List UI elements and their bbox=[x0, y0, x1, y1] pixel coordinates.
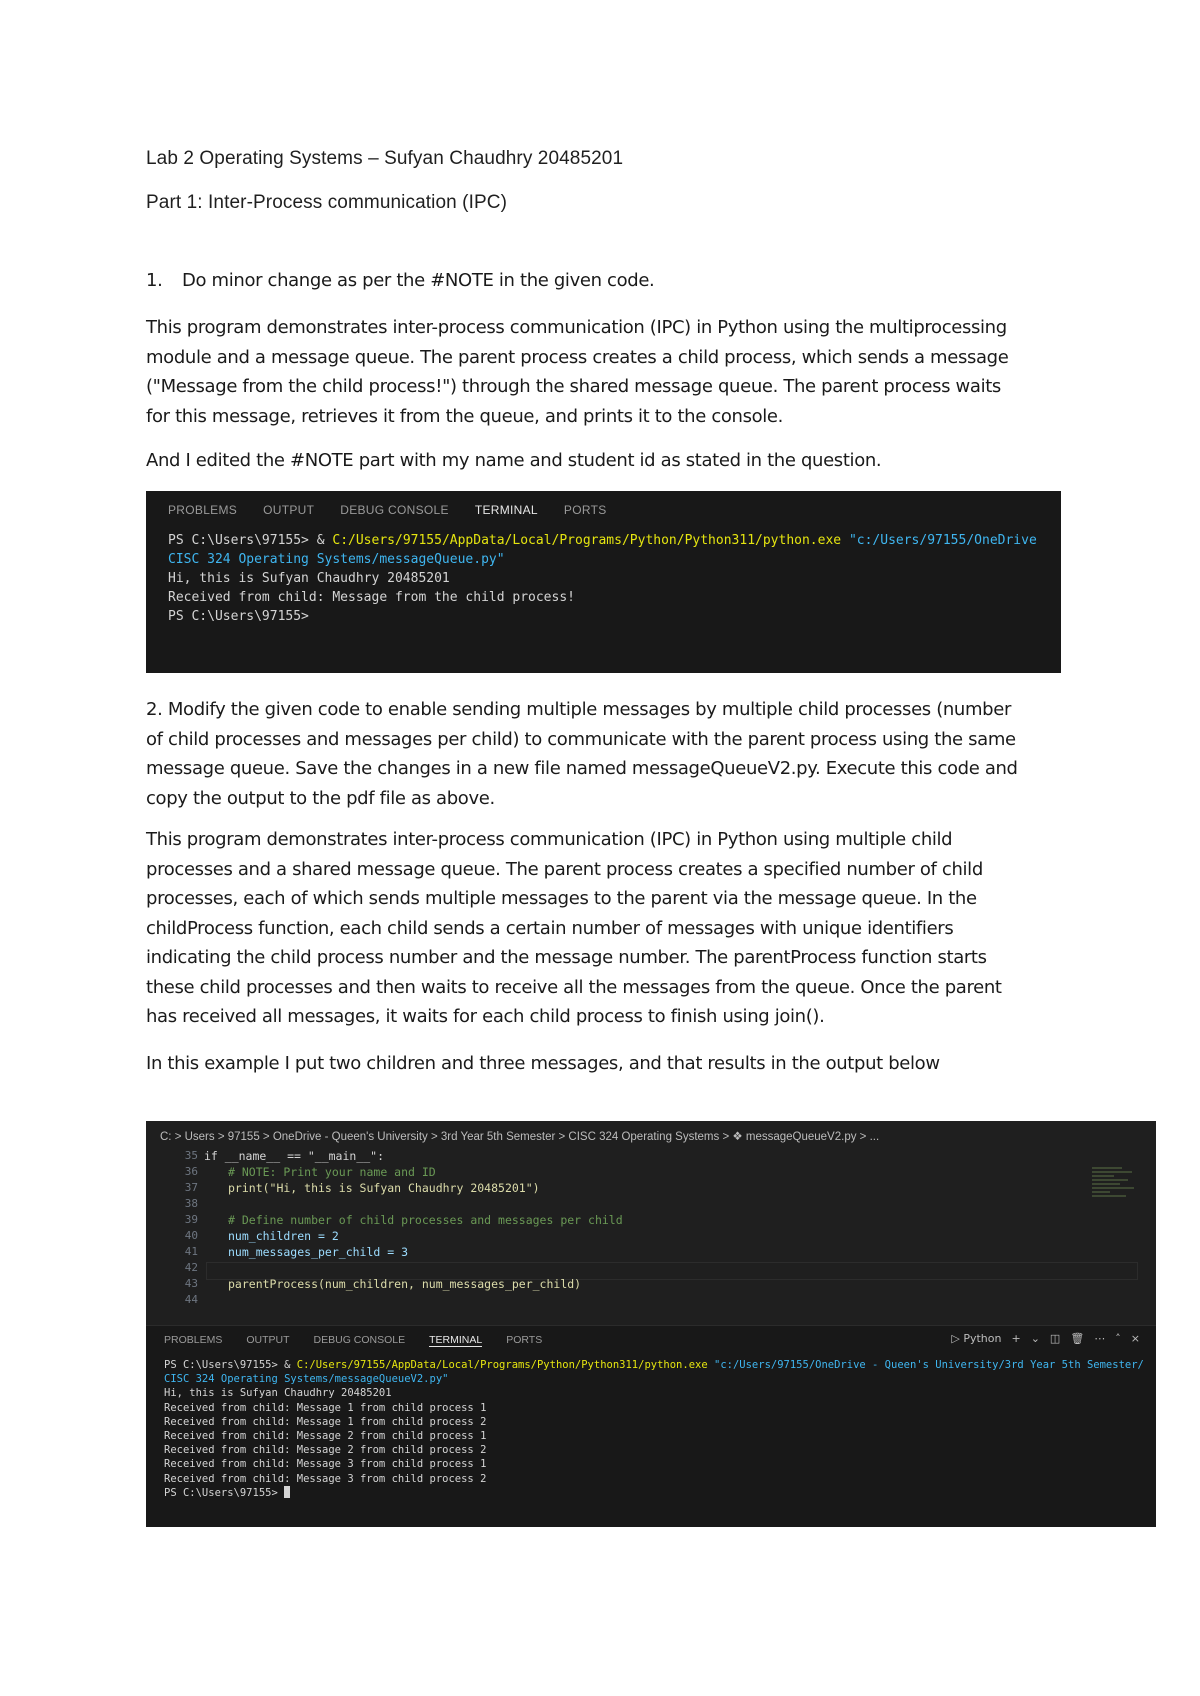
terminal-screenshot-1 bbox=[146, 491, 1061, 673]
question-1 bbox=[146, 270, 654, 291]
call-operator: & bbox=[284, 1359, 297, 1371]
trash-icon[interactable]: 🗑 bbox=[1070, 1332, 1085, 1345]
tab-problems[interactable]: PROBLEMS bbox=[164, 1334, 223, 1346]
line-number: 37 bbox=[184, 1181, 198, 1194]
close-icon[interactable]: × bbox=[1130, 1332, 1140, 1345]
prompt: PS C:\Users\97155> bbox=[168, 533, 317, 548]
part-heading: Part 1: Inter-Process communication (IPC) bbox=[146, 192, 507, 213]
code-line: parentProcess(num_children, num_messages_per_child) bbox=[228, 1277, 582, 1291]
output-line: Received from child: Message 3 from child process 1 bbox=[164, 1458, 487, 1471]
output-line: Received from child: Message 1 from child process 1 bbox=[164, 1401, 487, 1414]
minimap[interactable] bbox=[1092, 1167, 1138, 1227]
output-line: Received from child: Message 2 from child process 1 bbox=[164, 1430, 487, 1443]
line-number: 38 bbox=[184, 1197, 198, 1210]
line-number: 35 bbox=[184, 1149, 198, 1162]
output-line: Received from child: Message 2 from child process 2 bbox=[164, 1444, 487, 1457]
shell-label: Python bbox=[963, 1332, 1002, 1345]
terminal-output bbox=[164, 1358, 1144, 1500]
example-line bbox=[146, 1049, 1046, 1079]
question-1-explanation bbox=[146, 313, 1046, 431]
paragraph-line: indicating the child process number and the message number. The parentProcess function starts bbox=[146, 947, 987, 968]
vscode-screenshot-2 bbox=[146, 1121, 1156, 1527]
script-path-part1: "c:/Users/97155/OneDrive - Queen's University/3rd Year 5th Semester/ bbox=[714, 1359, 1144, 1371]
terminal-cursor[interactable] bbox=[284, 1486, 290, 1498]
paragraph-line: childProcess function, each child sends a certain number of messages with unique identifiers bbox=[146, 917, 954, 939]
code-line: if __name__ == "__main__": bbox=[204, 1149, 385, 1163]
tab-output[interactable]: OUTPUT bbox=[263, 503, 315, 517]
line-number: 41 bbox=[184, 1245, 198, 1258]
paragraph-line: processes and a shared message queue. The parent process creates a specified number of child bbox=[146, 858, 983, 880]
call-operator: & bbox=[316, 533, 333, 548]
output-line: Hi, this is Sufyan Chaudhry 20485201 bbox=[164, 1387, 392, 1400]
panel-tabs bbox=[168, 503, 607, 517]
code-line: print("Hi, this is Sufyan Chaudhry 20485201") bbox=[228, 1181, 540, 1195]
line-number: 42 bbox=[184, 1261, 198, 1274]
split-terminal-icon[interactable]: ◫ bbox=[1049, 1332, 1061, 1345]
panel-actions bbox=[951, 1332, 1140, 1345]
line-number: 39 bbox=[184, 1213, 198, 1226]
prompt: PS C:\Users\97155> bbox=[164, 1359, 285, 1371]
line-number: 43 bbox=[184, 1277, 198, 1290]
chevron-down-icon[interactable]: ⌄ bbox=[1030, 1332, 1040, 1345]
script-path-part2: CISC 324 Operating Systems/messageQueueV2.py" bbox=[164, 1373, 449, 1386]
question-1-text: Do minor change as per the #NOTE in the given code. bbox=[182, 270, 655, 291]
code-line: num_children = 2 bbox=[228, 1229, 339, 1243]
terminal-output bbox=[168, 531, 1037, 626]
code-line: num_messages_per_child = 3 bbox=[228, 1245, 409, 1259]
terminal-icon: ▷ bbox=[951, 1332, 960, 1345]
python-exe-path: C:/Users/97155/AppData/Local/Programs/Python/Python311/python.exe bbox=[296, 1359, 714, 1371]
paragraph-line: for this message, retrieves it from the queue, and prints it to the console. bbox=[146, 405, 784, 427]
tab-debug-console[interactable]: DEBUG CONSOLE bbox=[340, 503, 449, 517]
line-number: 40 bbox=[184, 1229, 198, 1242]
note-edit-text: And I edited the #NOTE part with my name and student id as stated in the question. bbox=[146, 450, 882, 471]
final-prompt: PS C:\Users\97155> bbox=[168, 609, 309, 624]
paragraph-line: 2. Modify the given code to enable sending multiple messages by multiple child processes (number bbox=[146, 699, 1012, 720]
output-line: Received from child: Message from the child process! bbox=[168, 590, 575, 605]
line-number: 44 bbox=[184, 1293, 198, 1306]
paragraph-line: copy the output to the pdf file as above. bbox=[146, 787, 495, 809]
tab-ports[interactable]: PORTS bbox=[506, 1334, 543, 1346]
paragraph-line: This program demonstrates inter-process communication (IPC) in Python using the multiprocessing bbox=[146, 317, 1007, 338]
question-2-prompt bbox=[146, 695, 1046, 813]
question-2-explanation bbox=[146, 825, 1046, 1032]
output-line: Received from child: Message 1 from child process 2 bbox=[164, 1415, 487, 1428]
paragraph-line: This program demonstrates inter-process communication (IPC) in Python using multiple child bbox=[146, 829, 953, 850]
paragraph-line: module and a message queue. The parent process creates a child process, which sends a message bbox=[146, 346, 1009, 368]
paragraph-line: message queue. Save the changes in a new file named messageQueueV2.py. Execute this code and bbox=[146, 758, 1018, 779]
tab-debug-console[interactable]: DEBUG CONSOLE bbox=[313, 1334, 406, 1346]
code-line: # NOTE: Print your name and ID bbox=[228, 1165, 436, 1179]
note-edit-line bbox=[146, 446, 1046, 476]
terminal-panel bbox=[146, 1325, 1156, 1527]
tab-problems[interactable]: PROBLEMS bbox=[168, 503, 238, 517]
tab-output[interactable]: OUTPUT bbox=[246, 1334, 290, 1346]
terminal-shell-selector[interactable] bbox=[951, 1332, 1001, 1345]
paragraph-line: ("Message from the child process!") through the shared message queue. The parent process waits bbox=[146, 376, 1001, 397]
breadcrumb[interactable]: C: > Users > 97155 > OneDrive - Queen's University > 3rd Year 5th Semester > CISC 324 Operating Systems > ❖ messageQueueV2.py > ... bbox=[160, 1131, 880, 1143]
final-prompt: PS C:\Users\97155> bbox=[164, 1486, 285, 1499]
tab-terminal[interactable]: TERMINAL bbox=[474, 503, 538, 517]
tab-terminal[interactable]: TERMINAL bbox=[429, 1334, 483, 1346]
output-line: Hi, this is Sufyan Chaudhry 20485201 bbox=[168, 571, 450, 586]
paragraph-line: these child processes and then waits to receive all the messages from the queue. Once the parent bbox=[146, 976, 1002, 998]
output-line: Received from child: Message 3 from child process 2 bbox=[164, 1472, 487, 1485]
paragraph-line: processes, each of which sends multiple messages to the parent via the message queue. In the bbox=[146, 888, 977, 909]
example-text: In this example I put two children and three messages, and that results in the output below bbox=[146, 1053, 940, 1074]
code-editor[interactable] bbox=[146, 1147, 1156, 1325]
add-terminal-icon[interactable]: + bbox=[1011, 1332, 1021, 1345]
script-path-part1: "c:/Users/97155/OneDrive bbox=[848, 533, 1037, 548]
python-exe-path: C:/Users/97155/AppData/Local/Programs/Python/Python311/python.exe bbox=[332, 533, 849, 548]
code-line: # Define number of child processes and messages per child bbox=[228, 1213, 623, 1227]
more-actions-icon[interactable]: ⋯ bbox=[1094, 1332, 1106, 1345]
paragraph-line: of child processes and messages per child) to communicate with the parent process using the same bbox=[146, 728, 1016, 750]
question-1-number: 1. bbox=[146, 270, 163, 291]
script-path-part2: CISC 324 Operating Systems/messageQueue.py" bbox=[168, 552, 505, 567]
line-number: 36 bbox=[184, 1165, 198, 1178]
panel-tabs bbox=[164, 1334, 542, 1347]
tab-ports[interactable]: PORTS bbox=[563, 503, 607, 517]
paragraph-line: has received all messages, it waits for each child process to finish using join(). bbox=[146, 1006, 825, 1027]
maximize-panel-icon[interactable]: ˄ bbox=[1115, 1332, 1121, 1345]
document-title: Lab 2 Operating Systems – Sufyan Chaudhry 20485201 bbox=[146, 148, 624, 169]
